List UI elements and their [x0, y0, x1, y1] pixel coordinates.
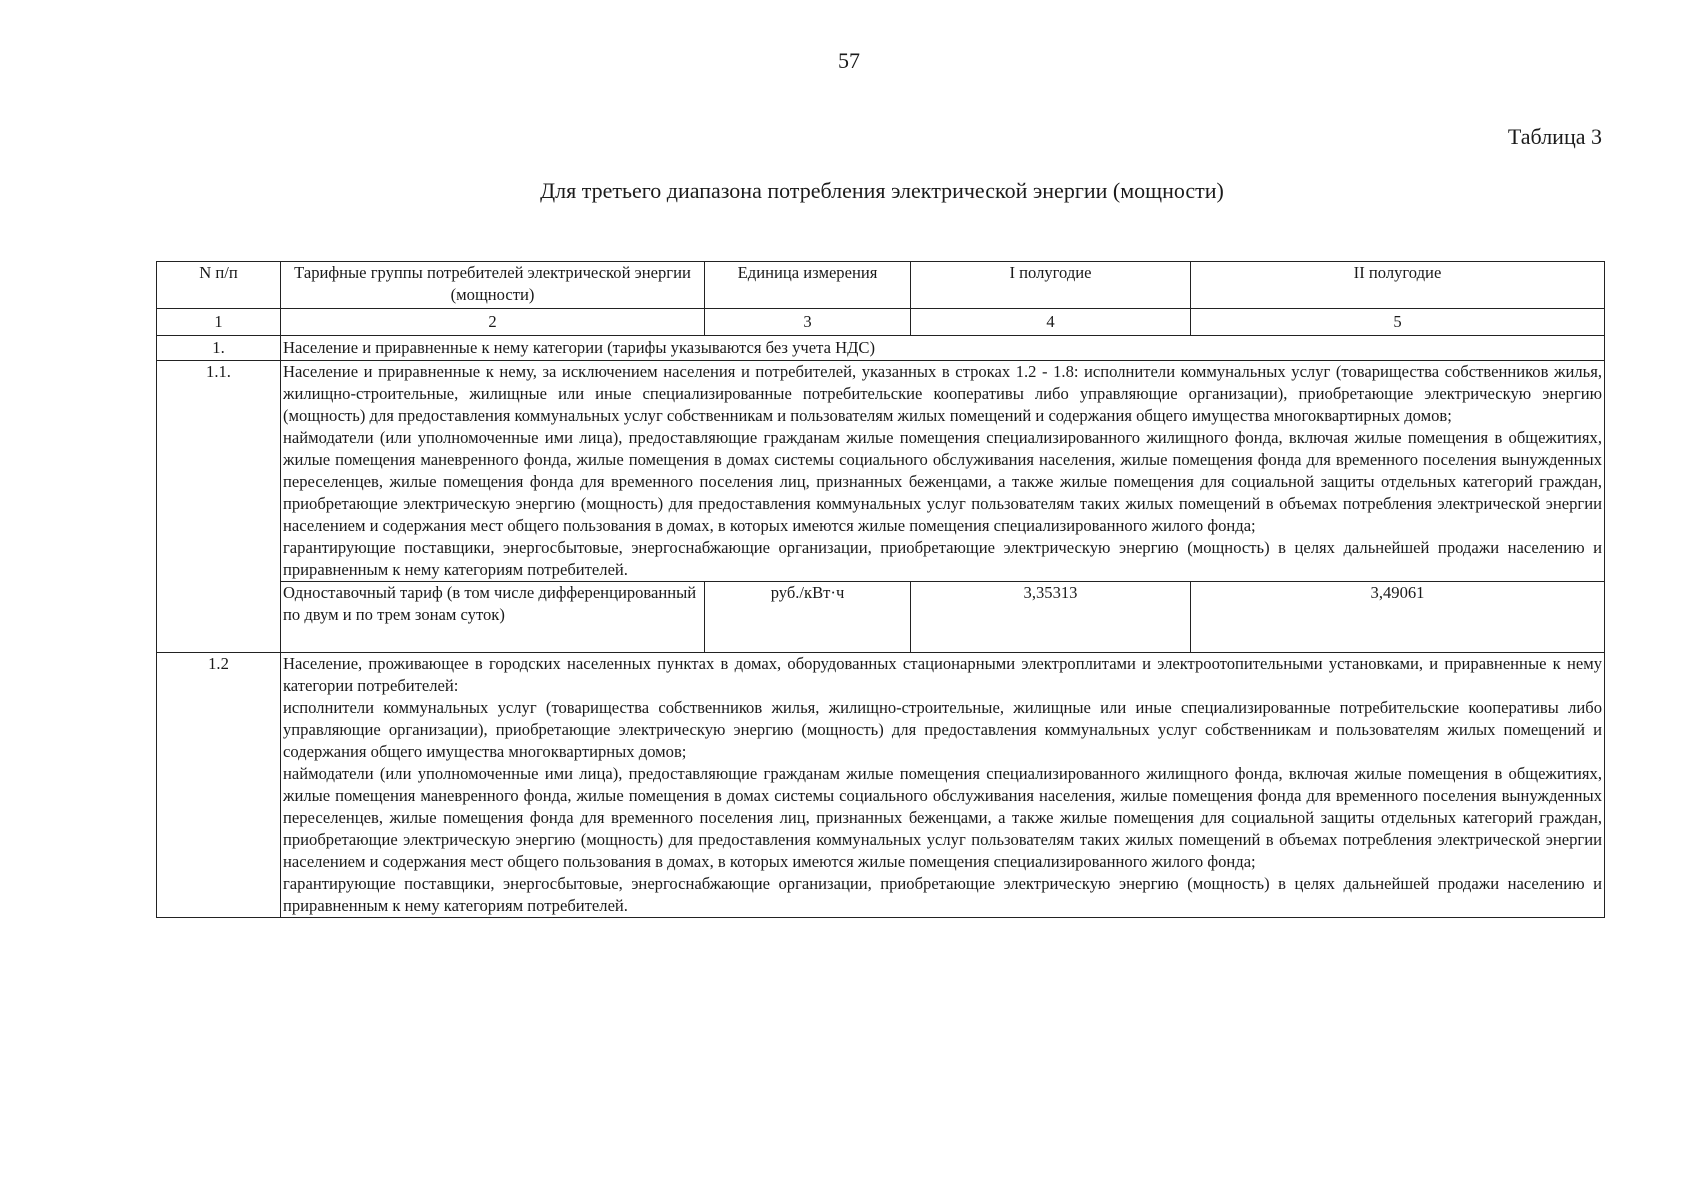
table-label: Таблица 3: [1507, 124, 1602, 149]
section-text: Население и приравненные к нему категории (тарифы указываются без учета НДС): [281, 336, 1605, 361]
description-paragraph: исполнители коммунальных услуг (товарищества собственников жилья, жилищно-строительные, жилищные или иные специализированные потребительские кооперативы либо управляющие организации), приобретающие электрическую энергию (мощность) для предоставления коммунальных услуг собственникам и пользователям жилых помещений и содержания общего имущества многоквартирных домов;: [283, 698, 1602, 761]
description-paragraph: наймодатели (или уполномоченные ими лица), предоставляющие гражданам жилые помещения специализированного жилищного фонда, включая жилые помещения в общежитиях, жилые помещения маневренного фонда, жилые помещения в домах системы социального обслуживания населения, жилые помещения фонда для временного поселения вынужденных переселенцев, жилые помещения фонда для временного поселения лиц, признанных беженцами, а также жилые помещения для социальной защиты отдельных категорий граждан, приобретающие электрическую энергию (мощность) для предоставления коммунальных услуг пользователям таких жилых помещений в объемах потребления электрической энергии населением и содержания мест общего пользования в домах, в которых имеются жилые помещения специализированного жилого фонда;: [283, 764, 1602, 871]
header-half-year-2: II полугодие: [1191, 262, 1605, 309]
section-number: 1.: [157, 336, 281, 361]
tariff-unit: руб./кВт·ч: [705, 582, 911, 653]
tariff-value-h1: 3,35313: [911, 582, 1191, 653]
table-row: [157, 653, 1605, 918]
column-number: 1: [157, 309, 281, 336]
header-number: N п/п: [157, 262, 281, 309]
table-header-row: [157, 262, 1605, 309]
table-title: Для третьего диапазона потребления электрической энергии (мощности): [540, 178, 1224, 203]
row-description: [281, 653, 1605, 918]
row-number: 1.1.: [157, 361, 281, 653]
row-description: [281, 361, 1605, 582]
column-number: 2: [281, 309, 705, 336]
header-unit: Единица измерения: [705, 262, 911, 309]
section-row: [157, 336, 1605, 361]
tariff-name: Одноставочный тариф (в том числе дифференцированный по двум и по трем зонам суток): [281, 582, 705, 653]
tariff-row: [157, 582, 1605, 653]
header-tariff-groups: Тарифные группы потребителей электрической энергии (мощности): [281, 262, 705, 309]
description-paragraph: гарантирующие поставщики, энергосбытовые, энергоснабжающие организации, приобретающие электрическую энергию (мощность) в целях дальнейшей продажи населению и приравненным к нему категориям потребителей.: [283, 538, 1602, 579]
column-number: 4: [911, 309, 1191, 336]
tariff-table: [156, 261, 1605, 918]
description-paragraph: гарантирующие поставщики, энергосбытовые, энергоснабжающие организации, приобретающие электрическую энергию (мощность) в целях дальнейшей продажи населению и приравненным к нему категориям потребителей.: [283, 874, 1602, 915]
page-number: 57: [838, 48, 860, 73]
column-number: 3: [705, 309, 911, 336]
description-paragraph: Население и приравненные к нему, за исключением населения и потребителей, указанных в строках 1.2 - 1.8: исполнители коммунальных услуг (товарищества собственников жилья, жилищно-строительные, жилищные или иные специализированные потребительские кооперативы либо управляющие организации), приобретающие электрическую энергию (мощность) для предоставления коммунальных услуг собственникам и пользователям жилых помещений и содержания общего имущества многоквартирных домов;: [283, 362, 1602, 425]
column-number: 5: [1191, 309, 1605, 336]
description-paragraph: наймодатели (или уполномоченные ими лица), предоставляющие гражданам жилые помещения специализированного жилищного фонда, включая жилые помещения в общежитиях, жилые помещения маневренного фонда, жилые помещения в домах системы социального обслуживания населения, жилые помещения фонда для временного поселения вынужденных переселенцев, жилые помещения фонда для временного поселения лиц, признанных беженцами, а также жилые помещения для социальной защиты отдельных категорий граждан, приобретающие электрическую энергию (мощность) для предоставления коммунальных услуг пользователям таких жилых помещений в объемах потребления электрической энергии населением и содержания мест общего пользования в домах, в которых имеются жилые помещения специализированного жилого фонда;: [283, 428, 1602, 535]
header-half-year-1: I полугодие: [911, 262, 1191, 309]
table-row: [157, 361, 1605, 582]
column-number-row: [157, 309, 1605, 336]
description-paragraph: Население, проживающее в городских населенных пунктах в домах, оборудованных стационарными электроплитами и электроотопительными установками, и приравненные к нему категории потребителей:: [283, 654, 1602, 695]
tariff-value-h2: 3,49061: [1191, 582, 1605, 653]
row-number: 1.2: [157, 653, 281, 918]
